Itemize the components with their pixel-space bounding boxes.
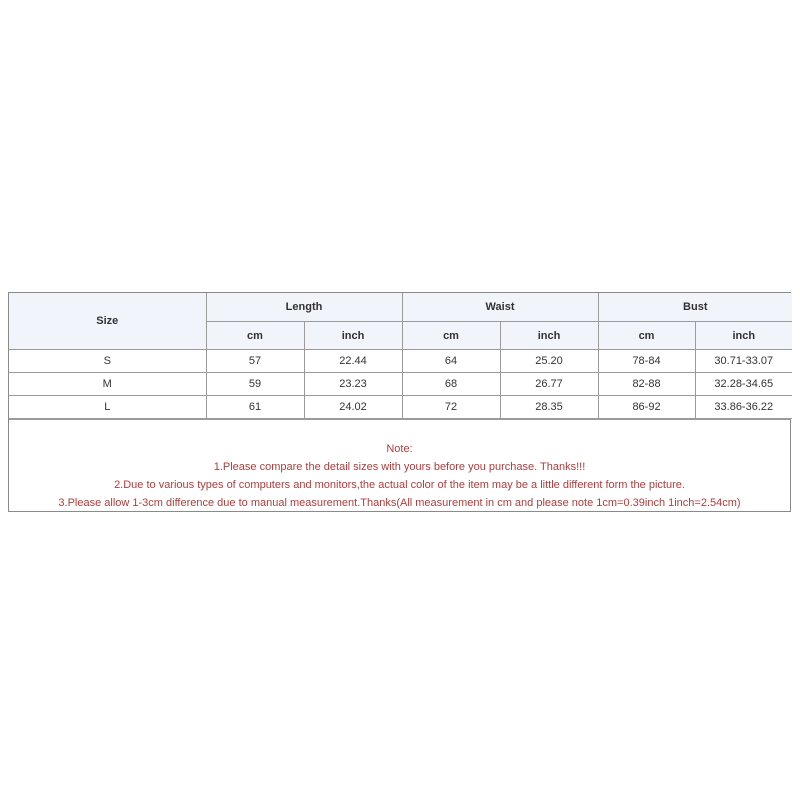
size-cell: L <box>9 396 206 419</box>
waist-header: Waist <box>402 293 598 322</box>
size-chart <box>8 292 791 512</box>
size-cell: S <box>9 350 206 373</box>
length-cm-cell: 59 <box>206 373 304 396</box>
waist-inch-cell: 26.77 <box>500 373 598 396</box>
waist-cm-cell: 64 <box>402 350 500 373</box>
waist-inch-cell: 25.20 <box>500 350 598 373</box>
bust-cm-cell: 82-88 <box>598 373 695 396</box>
waist-cm-header: cm <box>402 322 500 350</box>
bust-inch-cell: 32.28-34.65 <box>695 373 792 396</box>
length-cm-header: cm <box>206 322 304 350</box>
bust-header: Bust <box>598 293 792 322</box>
bust-inch-header: inch <box>695 322 792 350</box>
length-cm-cell: 57 <box>206 350 304 373</box>
waist-inch-header: inch <box>500 322 598 350</box>
length-inch-cell: 24.02 <box>304 396 402 419</box>
note-line-2: 2.Due to various types of computers and monitors,the actual color of the item may be a little different form the picture. <box>114 479 685 491</box>
waist-cm-cell: 68 <box>402 373 500 396</box>
length-inch-cell: 23.23 <box>304 373 402 396</box>
header-row-groups <box>9 293 792 322</box>
bust-inch-cell: 30.71-33.07 <box>695 350 792 373</box>
waist-inch-cell: 28.35 <box>500 396 598 419</box>
table-row <box>9 373 792 396</box>
notes-section <box>9 419 790 511</box>
bust-cm-cell: 86-92 <box>598 396 695 419</box>
length-inch-cell: 22.44 <box>304 350 402 373</box>
note-line-3: 3.Please allow 1-3cm difference due to manual measurement.Thanks(All measurement in cm and please note 1cm=0.39inch 1inch=2.54cm) <box>58 497 741 509</box>
note-line-1: 1.Please compare the detail sizes with yours before you purchase. Thanks!!! <box>213 461 586 473</box>
waist-cm-cell: 72 <box>402 396 500 419</box>
size-cell: M <box>9 373 206 396</box>
bust-cm-header: cm <box>598 322 695 350</box>
table-row <box>9 396 792 419</box>
length-header: Length <box>206 293 402 322</box>
length-inch-header: inch <box>304 322 402 350</box>
size-header: Size <box>9 293 206 350</box>
bust-inch-cell: 33.86-36.22 <box>695 396 792 419</box>
size-table <box>9 293 792 419</box>
length-cm-cell: 61 <box>206 396 304 419</box>
table-row <box>9 350 792 373</box>
notes-title: Note: <box>386 443 413 455</box>
bust-cm-cell: 78-84 <box>598 350 695 373</box>
